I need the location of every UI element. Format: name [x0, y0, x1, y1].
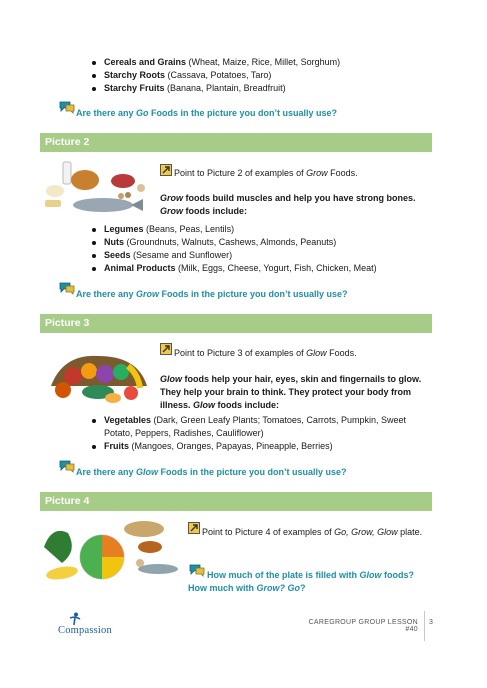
- grow-foods-image: [43, 158, 153, 220]
- glow-foods-image: [43, 346, 153, 408]
- list-item: Starchy Roots (Cassava, Potatoes, Taro): [90, 69, 430, 82]
- go-foods-list: [90, 56, 430, 95]
- list-item: Animal Products (Milk, Eggs, Cheese, Yogurt, Fish, Chicken, Meat): [90, 262, 430, 275]
- compassion-logo: [58, 612, 128, 638]
- point-instruction-picture-2: Point to Picture 2 of examples of Grow Foods.: [174, 168, 358, 178]
- section-heading-picture-3: Picture 3: [40, 314, 432, 333]
- footer-lesson-label: CAREGROUP GROUP LESSON #40: [308, 619, 418, 633]
- discussion-icon: [59, 460, 75, 473]
- question-go-foods: Are there any Go Foods in the picture you don’t usually use?: [76, 108, 338, 118]
- section-heading-picture-2: Picture 2: [40, 133, 432, 152]
- question-glow-foods: Are there any Glow Foods in the picture you don’t usually use?: [76, 467, 347, 477]
- compassion-logo-figure: [68, 612, 82, 626]
- go-grow-glow-plate-image: [40, 517, 182, 589]
- page-number: 3: [429, 619, 433, 626]
- discussion-icon: [59, 101, 75, 114]
- list-item: Nuts (Groundnuts, Walnuts, Cashews, Almonds, Peanuts): [90, 236, 430, 249]
- list-item: Vegetables (Dark, Green Leafy Plants; Tomatoes, Carrots, Pumpkin, Sweet Potato, Peppers, Radishes, Cauliflower): [90, 414, 422, 440]
- list-item: Seeds (Sesame and Sunflower): [90, 249, 430, 262]
- glow-foods-list: [90, 414, 422, 453]
- point-instruction-picture-3: Point to Picture 3 of examples of Glow Foods.: [174, 348, 357, 358]
- point-icon: [160, 343, 172, 355]
- section-heading-picture-4: Picture 4: [40, 492, 432, 511]
- point-icon: [160, 164, 172, 176]
- discussion-icon: [59, 282, 75, 295]
- list-item: Legumes (Beans, Peas, Lentils): [90, 223, 430, 236]
- question-plate-portions: How much of the plate is filled with Glow foods? How much with Grow? Go?: [188, 570, 415, 593]
- question-grow-foods: Are there any Grow Foods in the picture you don’t usually use?: [76, 289, 348, 299]
- glow-foods-intro: Glow foods help your hair, eyes, skin and fingernails to glow. They help your brain to think. They protect your body from illness. Glow foods include:: [160, 374, 422, 410]
- list-item: Fruits (Mangoes, Oranges, Papayas, Pineapple, Berries): [90, 440, 422, 453]
- list-item: Cereals and Grains (Wheat, Maize, Rice, Millet, Sorghum): [90, 56, 430, 69]
- grow-foods-list: [90, 223, 430, 275]
- footer-divider: [424, 611, 425, 641]
- grow-foods-intro: Grow foods build muscles and help you have strong bones. Grow foods include:: [160, 193, 416, 216]
- list-item: Starchy Fruits (Banana, Plantain, Breadfruit): [90, 82, 430, 95]
- compassion-logo-text: Compassion: [58, 625, 112, 636]
- point-instruction-picture-4: Point to Picture 4 of examples of Go, Grow, Glow plate.: [202, 527, 423, 537]
